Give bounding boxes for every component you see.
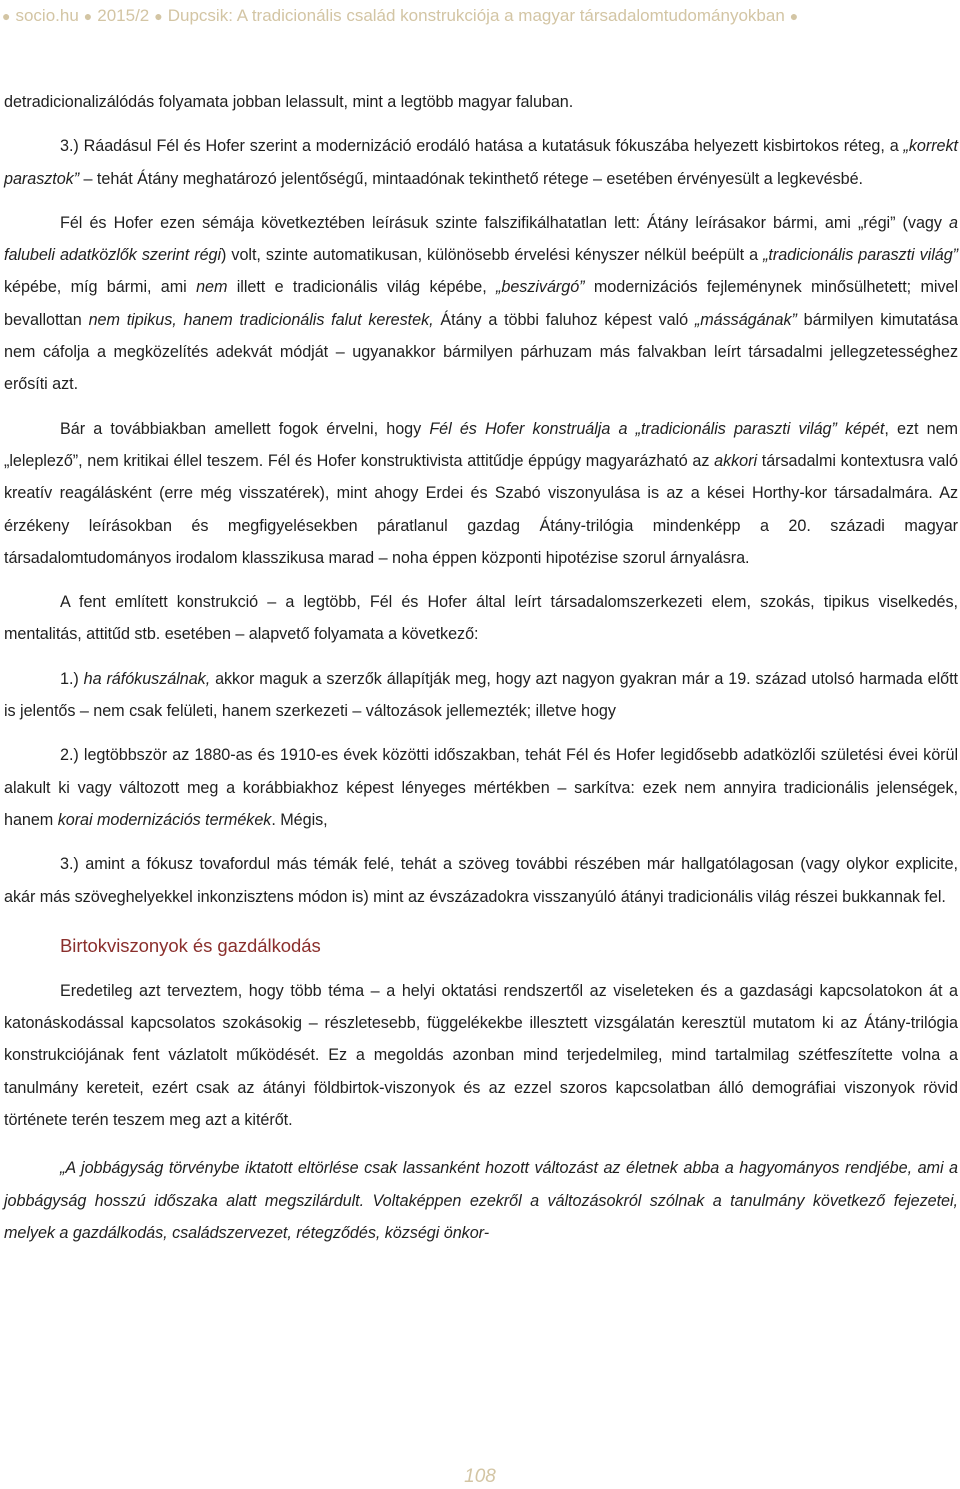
p6-text: akkor maguk a szerzők állapítják meg, hogy azt nagyon gyakran már a 19. század utolsó harmada előtt is jelentős – nem csak felületi, hanem szerkezeti – változások jellemezték; illetve hogy xyxy=(4,669,958,721)
quote-text: „A jobbágyság törvénybe iktatott eltörlése csak lassanként hozott változást az életnek abba a hagyományos rendjébe, ami a jobbágyság hosszú időszaka alatt megszilárdult. Voltaképpen ezekről a változásokról szólnak a tanulmány következő fejezetei, melyek a gazdálkodás, családszervezet, rétegződés, községi önkor- xyxy=(4,1159,958,1242)
p2-text: 3.) Ráadásul Fél és Hofer szerint a modernizáció erodáló hatása a kutatásuk fókuszába helyezett kisbirtokos réteg, a xyxy=(60,137,904,156)
p3-text: képébe, míg bármi, ami xyxy=(4,278,197,297)
p7-emphasis: korai modernizációs termékek xyxy=(57,810,272,829)
bullet-icon: ● xyxy=(2,8,11,24)
block-quote xyxy=(4,1152,958,1249)
p3-emphasis: a falubeli adatközlők szerint régi xyxy=(4,213,958,265)
paragraph-3 xyxy=(4,207,958,401)
p7-text: 2.) legtöbbször az 1880-as és 1910-es évek közötti időszakban, tehát Fél és Hofer legidősebb adatközlői születési évei körül alakult ki vagy változott meg a korábbiakhoz képest lényeges mértékben – sarkítva: ezek nem annyira tradicionális jelenségek, hanem xyxy=(4,746,958,829)
p2-text: – tehát Átány meghatározó jelentőségű, mintaadónak tekinthető rétege – esetében érvényesült a legkevésbé. xyxy=(79,169,863,188)
header-article: Dupcsik: A tradicionális család konstrukciója a magyar társadalomtudományokban xyxy=(167,6,785,25)
p3-text: Átány a többi faluhoz képest való xyxy=(433,310,695,329)
p4-emphasis: Fél és Hofer konstruálja a „tradicionális paraszti világ” képét xyxy=(429,419,885,438)
bullet-icon: ● xyxy=(83,8,93,24)
list-item-3: 3.) amint a fókusz tovafordul más témák felé, tehát a szöveg további részében már hallgatólagosan (vagy olykor explicite, akár más szöveghelyekkel inkonzisztens módon is) mint az évszázadokra visszanyúló átányi tradicionális világ részei bukkannak fel. xyxy=(4,855,958,906)
paragraph-2 xyxy=(4,130,958,195)
p2-emphasis: „korrekt parasztok” xyxy=(4,137,958,188)
p3-emphasis: „másságának” xyxy=(694,310,797,329)
paragraph-1: detradicionalizálódás folyamata jobban lelassult, mint a legtöbb magyar faluban. xyxy=(4,93,574,111)
p3-emphasis: „tradicionális paraszti világ” xyxy=(763,246,958,265)
p6-emphasis: ha ráfókuszálnak, xyxy=(83,669,211,688)
bullet-icon: ● xyxy=(154,8,163,24)
p3-text: illett e tradicionális világ képébe, xyxy=(227,278,497,297)
page-number: 108 xyxy=(464,1466,496,1487)
bullet-icon: ● xyxy=(789,8,799,24)
p3-text: bármilyen kimutatása nem cáfolja a megközelítés adekvát módját – ugyanakkor bármilyen párhuzam más falvakban leírt társadalmi jellegzetességhez erősíti azt. xyxy=(4,310,958,394)
article-body xyxy=(4,86,958,1249)
header-site[interactable]: socio.hu xyxy=(15,6,79,25)
paragraph-5: A fent említett konstrukció – a legtöbb, Fél és Hofer által leírt társadalomszerkezeti elem, szokás, tipikus viselkedés, mentalitás, attitűd stb. esetében – alapvető folyamata a következő: xyxy=(4,593,958,644)
paragraph-9: Eredetileg azt terveztem, hogy több téma – a helyi oktatási rendszertől az viseleteken és a gazdasági kapcsolatokon át a katonáskodással kapcsolatos szokásokig – részletesebb, függelékekbe illesztett vizsgálatán keresztül mutatom ki az Átány-trilógia konstrukciójának fent vázlatolt működését. Ez a megoldás azonban mind terjedelmileg, mind tartalmilag szétfeszítette volna a tanulmány kereteit, ezért csak az átányi földbirtok-viszonyok és az ezzel szoros kapcsolatban álló demográfiai viszonyok rövid története terén teszem meg azt a kitérőt. xyxy=(4,981,958,1130)
p7-text: . Mégis, xyxy=(271,810,328,829)
p3-emphasis: nem xyxy=(196,278,228,297)
p6-text: 1.) xyxy=(60,669,84,688)
p4-text: , ezt nem „leleplező”, nem kritikai éllel teszem. Fél és Hofer konstruktivista attitűdje éppúgy magyarázható az xyxy=(4,419,958,470)
p3-emphasis: nem tipikus, hanem tradicionális falut kerestek, xyxy=(88,310,434,329)
header-issue: 2015/2 xyxy=(97,6,150,25)
p3-text: ) volt, szinte automatikusan, különösebb érvelési kényszer nélkül beépült a xyxy=(221,246,764,265)
section-heading: Birtokviszonyok és gazdálkodás xyxy=(60,934,321,956)
list-item-2 xyxy=(4,739,958,836)
p4-text: társadalmi kontextusra való kreatív reagálásként (erre még visszatérek), mint ahogy Erdei és Szabó viszonyulása is az a kései Horthy-kor társadalmára. Az érzékeny leírásokban és megfigyelésekben páratlanul gazdag Átány-trilógia mindenképp a 20. századi magyar társadalomtudományos irodalom klasszikusa marad – noha éppen központi hipotézise szorul árnyalásra. xyxy=(4,451,958,567)
p4-emphasis: akkori xyxy=(714,451,758,470)
running-header xyxy=(0,4,960,28)
paragraph-4 xyxy=(4,413,958,574)
p3-text: modernizációs fejleménynek minősülhetett; mivel bevallottan xyxy=(4,278,958,329)
p3-emphasis: „beszivárgó” xyxy=(496,278,585,297)
p3-text: Fél és Hofer ezen sémája következtében leírásuk szinte falszifikálhatatlan lett: Átány leírásakor bármi, ami „régi” (vagy xyxy=(60,213,950,232)
list-item-1 xyxy=(4,663,958,728)
p4-text: Bár a továbbiakban amellett fogok érvelni, hogy xyxy=(60,419,430,438)
